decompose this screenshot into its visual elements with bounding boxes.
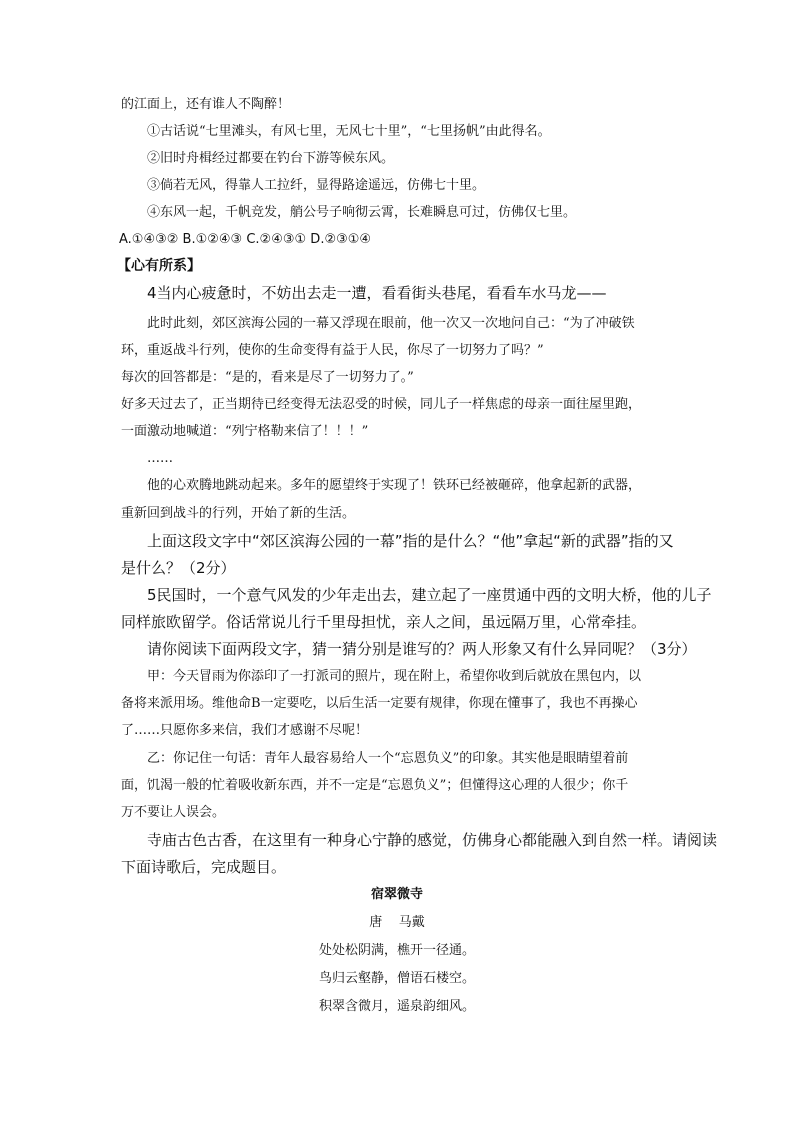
q5-question: 请你阅读下面两段文字，猜一猜分别是谁写的？两人形象又有什么异同呢？（3分） <box>147 640 697 658</box>
q5-letter-yi: 乙：你记住一句话：青年人最容易给人一个“忘恩负义”的印象。其实他是眼睛望着前 <box>147 751 629 766</box>
q5-intro: 5民国时，一个意气风发的少年走出去，建立起了一座贯通中西的文明大桥，他的儿子 <box>147 586 712 604</box>
sentence-item-3: ③倘若无风，得靠人工拉纤，显得路途遥远，仿佛七十里。 <box>147 178 486 193</box>
q5-letter-yi: 面，饥渴一般的忙着吸收新东西，并不一定是“忘恩负义”；但懂得这心理的人很少；你千 <box>121 778 629 793</box>
q4-passage-line: 重新回到战斗的行列，开始了新的生活。 <box>121 506 356 521</box>
sentence-item-2: ②旧时舟楫经过都要在钓台下游等候东风。 <box>147 151 395 166</box>
q4-passage-ellipsis: …… <box>147 451 173 466</box>
poem-line: 积翠含微月，遥泉韵细风。 <box>318 999 475 1014</box>
q4-passage-line: 一面激动地喊道：“列宁格勒来信了！！！” <box>121 424 369 439</box>
q5-intro: 同样旅欧留学。俗话常说儿行千里母担忧，亲人之间，虽远隔万里，心常牵挂。 <box>121 613 647 631</box>
poem-line: 处处松阴满，樵开一径通。 <box>318 943 475 958</box>
q4-passage-line: 此时此刻，郊区滨海公园的一幕又浮现在眼前，他一次又一次地问自己：“为了冲破铁 <box>147 316 635 331</box>
sentence-item-1: ①古话说“七里滩头，有风七里，无风七十里”，“七里扬帆”由此得名。 <box>147 124 551 139</box>
answer-options: A.①④③② B.①②④③ C.②④③① D.②③①④ <box>119 232 372 247</box>
q5-letter-yi: 万不要让人误会。 <box>121 805 226 820</box>
poem-line: 鸟归云壑静，僧语石楼空。 <box>318 971 475 986</box>
q4-passage-line: 每次的回答都是：“是的，看来是尽了一切努力了。” <box>121 370 414 385</box>
q5-letter-jia: 了……只愿你多来信，我们才感谢不尽呢！ <box>121 723 369 738</box>
sentence-item-4: ④东风一起，千帆竞发，艄公号子响彻云霄，长难瞬息可过，仿佛仅七里。 <box>147 205 577 220</box>
poem-title: 宿翠微寺 <box>370 887 423 902</box>
section-title: 【心有所系】 <box>117 258 201 274</box>
continuation-line: 的江面上，还有谁人不陶醉！ <box>121 97 291 112</box>
q4-passage-line: 好多天过去了，正当期待已经变得无法忍受的时候，同儿子一样焦虑的母亲一面往屋里跑， <box>121 397 642 412</box>
q4-intro: 4当内心疲惫时，不妨出去走一遭，看看街头巷尾，看看车水马龙—— <box>147 284 607 302</box>
poem-author: 唐 马戴 <box>369 915 425 930</box>
q5-letter-jia: 备将来派用场。维他命B一定要吃，以后生活一定要有规律，你现在懂事了，我也不再操心 <box>121 696 638 711</box>
q5-letter-jia: 甲：今天冒雨为你添印了一打派司的照片，现在附上，希望你收到后就放在黑包内，以 <box>147 669 642 684</box>
q6-intro: 下面诗歌后，完成题目。 <box>121 858 287 876</box>
q4-question: 是什么？（2分） <box>121 559 236 577</box>
q4-passage-line: 他的心欢腾地跳动起来。多年的愿望终于实现了！铁环已经被砸碎，他拿起新的武器， <box>147 478 642 493</box>
q4-question: 上面这段文字中“郊区滨海公园的一幕”指的是什么？“他”拿起“新的武器”指的又 <box>147 532 674 550</box>
q4-passage-line: 环，重返战斗行列，使你的生命变得有益于人民，你尽了一切努力了吗？” <box>121 343 544 358</box>
q6-intro: 寺庙古色古香，在这里有一种身心宁静的感觉，仿佛身心都能融入到自然一样。请阅读 <box>147 831 718 849</box>
